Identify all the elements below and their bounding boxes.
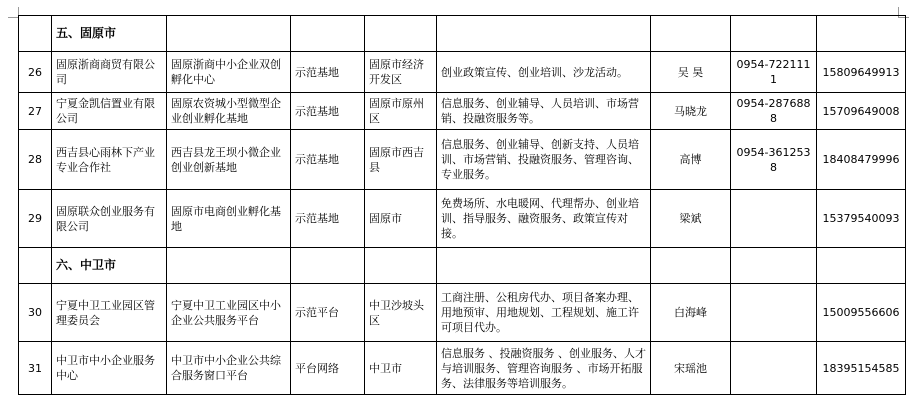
services-cell: 工商注册、公租房代办、项目备案办理、用地预审、用地规划、工程规划、施工许可项目代办。 — [437, 284, 651, 342]
location-cell: 固原市西吉县 — [365, 130, 437, 190]
location-cell: 固原市经济开发区 — [365, 52, 437, 93]
contact-person-cell: 梁斌 — [651, 190, 731, 248]
phone-number-cell: 0954-2876888 — [731, 93, 817, 130]
service-directory-table — [18, 15, 906, 395]
base-name-cell: 固原市电商创业孵化基地 — [167, 190, 291, 248]
location-cell: 中卫市 — [365, 342, 437, 395]
organization-name-cell: 固原浙商商贸有限公司 — [52, 52, 167, 93]
empty-cell — [437, 248, 651, 284]
phone-number-cell — [731, 342, 817, 395]
base-type-cell: 示范平台 — [291, 284, 365, 342]
phone-number-cell: 0954-7221111 — [731, 52, 817, 93]
empty-cell — [167, 248, 291, 284]
empty-cell — [19, 248, 52, 284]
empty-cell — [291, 248, 365, 284]
services-cell: 免费场所、水电暖网、代理帮办、创业培训、指导服务、融资服务、政策宣传对接。 — [437, 190, 651, 248]
base-type-cell: 示范基地 — [291, 93, 365, 130]
row-number-cell: 29 — [19, 190, 52, 248]
mobile-number-cell: 18408479996 — [817, 130, 906, 190]
base-type-cell: 示范基地 — [291, 130, 365, 190]
row-number-cell: 26 — [19, 52, 52, 93]
empty-cell — [817, 16, 906, 52]
services-cell: 创业政策宣传、创业培训、沙龙活动。 — [437, 52, 651, 93]
empty-cell — [167, 16, 291, 52]
table-row — [19, 284, 906, 342]
phone-number-cell — [731, 284, 817, 342]
base-type-cell: 平台网络 — [291, 342, 365, 395]
empty-cell — [651, 16, 731, 52]
services-cell: 信息服务、创业辅导、人员培训、市场营销、投融资服务等。 — [437, 93, 651, 130]
section-title: 六、中卫市 — [52, 248, 167, 284]
section-title: 五、固原市 — [52, 16, 167, 52]
contact-person-cell: 宋瑶池 — [651, 342, 731, 395]
empty-cell — [731, 16, 817, 52]
row-number-cell: 27 — [19, 93, 52, 130]
organization-name-cell: 宁夏中卫工业园区管理委员会 — [52, 284, 167, 342]
section-row — [19, 16, 906, 52]
base-type-cell: 示范基地 — [291, 52, 365, 93]
contact-person-cell: 吴 昊 — [651, 52, 731, 93]
table-row — [19, 130, 906, 190]
section-row — [19, 248, 906, 284]
empty-cell — [731, 248, 817, 284]
organization-name-cell: 中卫市中小企业服务中心 — [52, 342, 167, 395]
base-name-cell: 西吉县龙王坝小微企业创业创新基地 — [167, 130, 291, 190]
location-cell: 中卫沙坡头区 — [365, 284, 437, 342]
phone-number-cell — [731, 190, 817, 248]
table-row — [19, 342, 906, 395]
empty-cell — [651, 248, 731, 284]
empty-cell — [437, 16, 651, 52]
row-number-cell: 30 — [19, 284, 52, 342]
base-name-cell: 固原农资城小型微型企业创业孵化基地 — [167, 93, 291, 130]
table-body — [19, 16, 906, 395]
mobile-number-cell: 18395154585 — [817, 342, 906, 395]
phone-number-cell: 0954-3612538 — [731, 130, 817, 190]
mobile-number-cell: 15809649913 — [817, 52, 906, 93]
base-type-cell: 示范基地 — [291, 190, 365, 248]
services-cell: 信息服务 、投融资服务 、创业服务、人才与培训服务、管理咨询服务 、市场开拓服务、法律服务等培训服务。 — [437, 342, 651, 395]
base-name-cell: 宁夏中卫工业园区中小企业公共服务平台 — [167, 284, 291, 342]
organization-name-cell: 固原联众创业服务有限公司 — [52, 190, 167, 248]
table-row — [19, 93, 906, 130]
empty-cell — [365, 248, 437, 284]
empty-cell — [817, 248, 906, 284]
base-name-cell: 中卫市中小企业公共综合服务窗口平台 — [167, 342, 291, 395]
organization-name-cell: 西吉县心雨林下产业专业合作社 — [52, 130, 167, 190]
table-row — [19, 190, 906, 248]
empty-cell — [365, 16, 437, 52]
organization-name-cell: 宁夏金凯信置业有限公司 — [52, 93, 167, 130]
contact-person-cell: 马晓龙 — [651, 93, 731, 130]
location-cell: 固原市 — [365, 190, 437, 248]
table-row — [19, 52, 906, 93]
mobile-number-cell: 15379540093 — [817, 190, 906, 248]
services-cell: 信息服务、创业辅导、创新支持、人员培训、市场营销、投融资服务、管理咨询、专业服务。 — [437, 130, 651, 190]
empty-cell — [291, 16, 365, 52]
mobile-number-cell: 15009556606 — [817, 284, 906, 342]
base-name-cell: 固原浙商中小企业双创孵化中心 — [167, 52, 291, 93]
contact-person-cell: 高博 — [651, 130, 731, 190]
contact-person-cell: 白海峰 — [651, 284, 731, 342]
row-number-cell: 28 — [19, 130, 52, 190]
row-number-cell: 31 — [19, 342, 52, 395]
mobile-number-cell: 15709649008 — [817, 93, 906, 130]
location-cell: 固原市原州区 — [365, 93, 437, 130]
empty-cell — [19, 16, 52, 52]
